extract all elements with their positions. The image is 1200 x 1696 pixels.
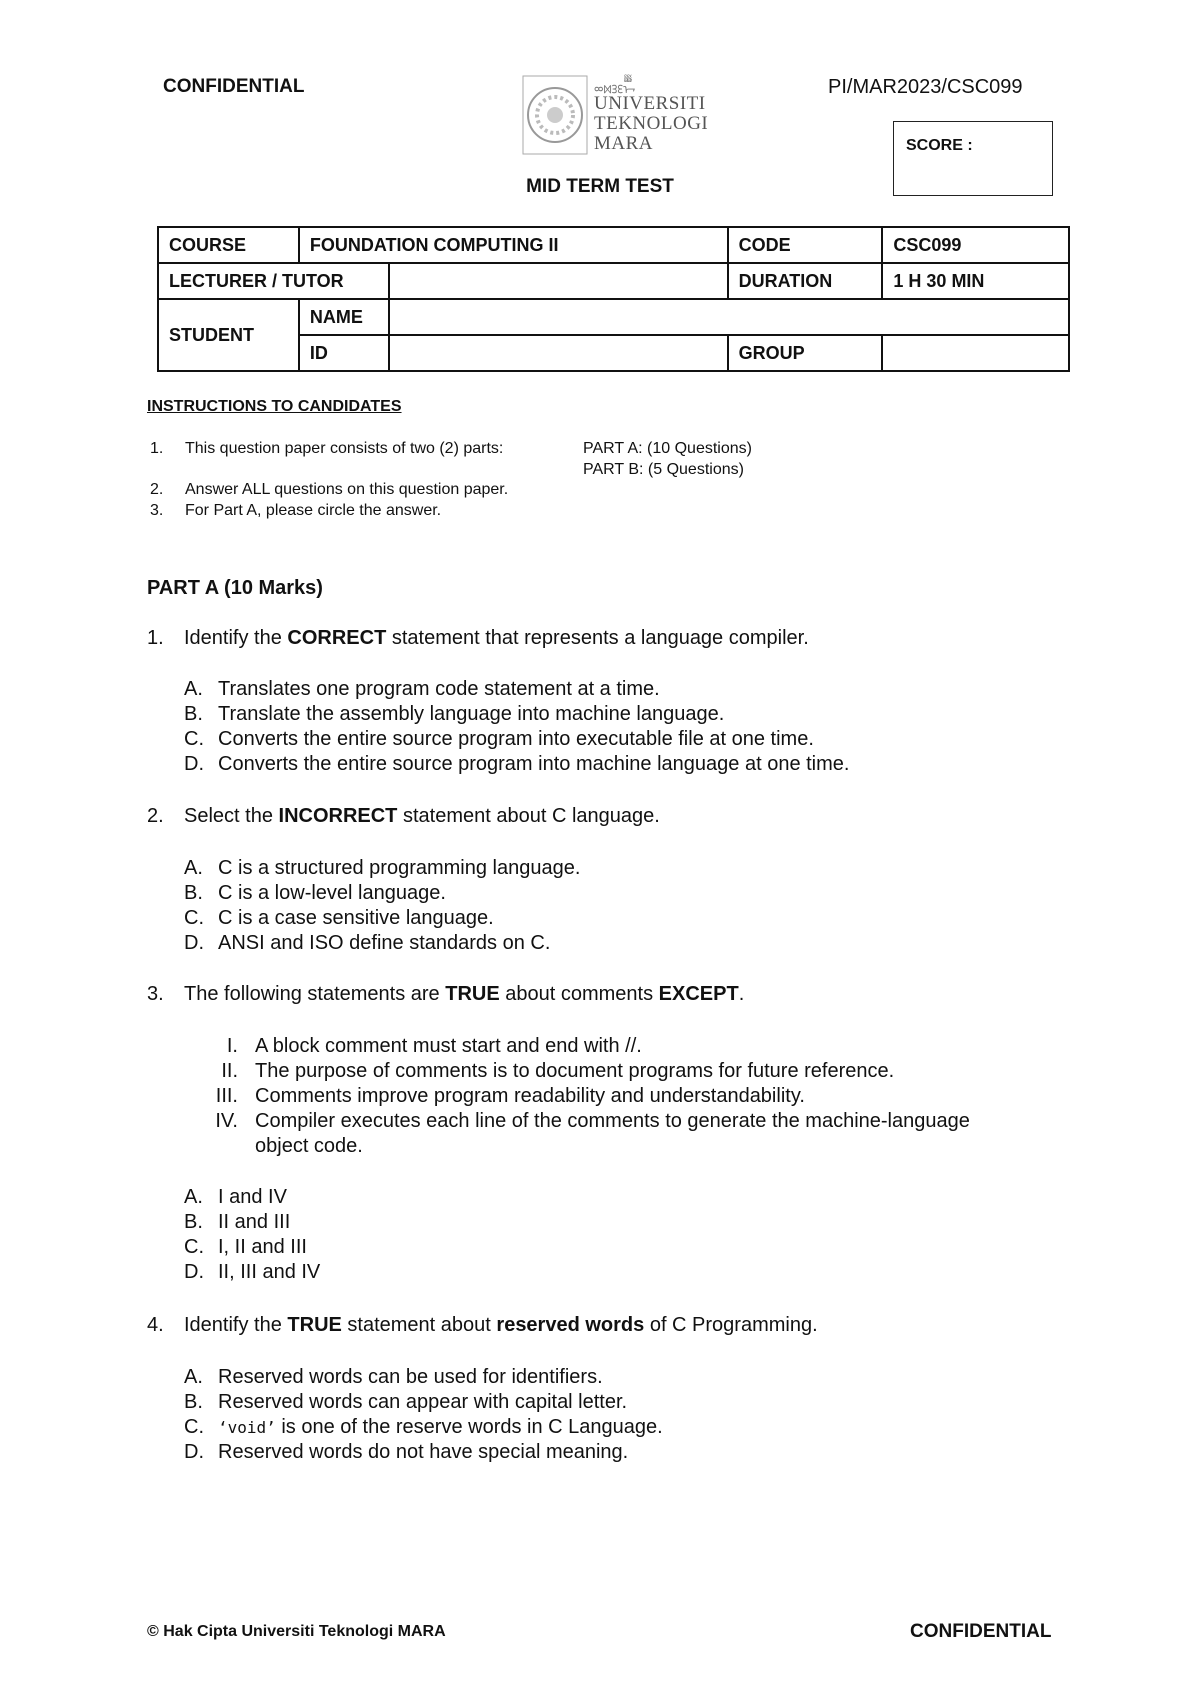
code-value: CSC099 <box>882 227 1069 263</box>
option-b[interactable] <box>184 882 446 905</box>
logo-line-1: UNIVERSITI <box>594 93 706 114</box>
question-number: 4. <box>147 1314 164 1336</box>
question-text: of C Programming. <box>644 1314 818 1336</box>
code-label: CODE <box>728 227 883 263</box>
option-letter: D. <box>184 753 204 775</box>
option-text: C is a structured programming language. <box>218 857 581 879</box>
id-field[interactable] <box>389 335 728 371</box>
option-letter: A. <box>184 857 203 879</box>
option-c[interactable] <box>184 1236 307 1259</box>
option-text: Translate the assembly language into machine language. <box>218 703 725 725</box>
part-b-count: PART B: (5 Questions) <box>583 461 744 478</box>
score-label: SCORE : <box>906 137 973 154</box>
question-text: statement about C language. <box>397 805 660 827</box>
table-row <box>158 263 1069 299</box>
statement-continuation: object code. <box>255 1135 363 1157</box>
question-text: Identify the <box>184 1314 288 1336</box>
question-emphasis: EXCEPT <box>658 983 739 1005</box>
option-text: I, II and III <box>218 1236 307 1258</box>
course-value: FOUNDATION COMPUTING II <box>299 227 728 263</box>
option-letter: C. <box>184 1416 204 1438</box>
footer-copyright: © Hak Cipta Universiti Teknologi MARA <box>147 1623 446 1640</box>
instruction-number: 3. <box>150 502 164 519</box>
option-text: C is a case sensitive language. <box>218 907 494 929</box>
roman-numeral: IV. <box>215 1110 238 1132</box>
group-field[interactable] <box>882 335 1069 371</box>
option-a[interactable] <box>184 857 580 880</box>
option-text: C is a low-level language. <box>218 882 446 904</box>
test-title: MID TERM TEST <box>526 176 674 197</box>
option-letter: D. <box>184 1441 204 1463</box>
logo-line-2: TEKNOLOGI <box>594 113 709 134</box>
option-text: II and III <box>218 1211 291 1233</box>
roman-statement <box>178 1035 642 1058</box>
course-label: COURSE <box>158 227 299 263</box>
duration-value: 1 H 30 MIN <box>882 263 1069 299</box>
question-emphasis: TRUE <box>287 1314 342 1336</box>
question-text: statement that represents a language compiler. <box>386 627 809 649</box>
option-text: Reserved words can appear with capital letter. <box>218 1391 628 1413</box>
option-text: Translates one program code statement at a time. <box>218 678 660 700</box>
instruction-number: 1. <box>150 440 164 457</box>
option-a[interactable] <box>184 1366 603 1389</box>
option-letter: B. <box>184 882 203 904</box>
option-c[interactable] <box>184 728 814 751</box>
option-text: is one of the reserve words in C Language. <box>275 1416 663 1438</box>
statement-text: A block comment must start and end with //. <box>255 1035 642 1057</box>
option-text: I and IV <box>218 1186 287 1208</box>
instruction-text: This question paper consists of two (2) parts: <box>185 440 504 457</box>
option-text: Converts the entire source program into executable file at one time. <box>218 728 814 750</box>
roman-statement <box>178 1060 894 1083</box>
logo-jawi-text: ᢁᢂᢃᢄᢅᢆᢇ <box>594 83 636 97</box>
option-text: ANSI and ISO define standards on C. <box>218 932 551 954</box>
option-text: Reserved words can be used for identifiers. <box>218 1366 603 1388</box>
logo-line-3: MARA <box>594 133 654 154</box>
course-info-table <box>157 226 1070 372</box>
option-b[interactable] <box>184 703 724 726</box>
option-d[interactable] <box>184 1261 320 1284</box>
roman-numeral: I. <box>226 1035 238 1057</box>
question-emphasis: CORRECT <box>287 627 387 649</box>
option-b[interactable] <box>184 1391 627 1414</box>
part-a-count: PART A: (10 Questions) <box>583 440 752 457</box>
question-text: Select the <box>184 805 279 827</box>
instruction-text: Answer ALL questions on this question paper. <box>185 481 509 498</box>
option-c[interactable] <box>184 1416 663 1439</box>
option-text: Converts the entire source program into machine language at one time. <box>218 753 850 775</box>
option-letter: C. <box>184 728 204 750</box>
document-code: PI/MAR2023/CSC099 <box>828 76 1023 98</box>
question-number: 2. <box>147 805 164 827</box>
question-text: about comments <box>499 983 659 1005</box>
id-label: ID <box>299 335 389 371</box>
option-letter: D. <box>184 1261 204 1283</box>
roman-numeral: III. <box>215 1085 238 1107</box>
roman-statement <box>178 1085 805 1108</box>
option-d[interactable] <box>184 753 849 776</box>
question-number: 3. <box>147 983 164 1005</box>
statement-text: Comments improve program readability and understandability. <box>255 1085 805 1107</box>
option-letter: B. <box>184 1391 203 1413</box>
question-text: . <box>738 983 745 1005</box>
name-field[interactable] <box>389 299 1069 335</box>
lecturer-label: LECTURER / TUTOR <box>158 263 389 299</box>
instruction-item <box>150 481 508 499</box>
option-b[interactable] <box>184 1211 290 1234</box>
option-letter: D. <box>184 932 204 954</box>
instruction-item <box>150 502 441 520</box>
question-3 <box>147 983 744 1006</box>
statement-text: Compiler executes each line of the comments to generate the machine-language <box>255 1110 970 1132</box>
instruction-number: 2. <box>150 481 164 498</box>
instruction-item <box>150 440 503 458</box>
table-row <box>158 227 1069 263</box>
question-emphasis: INCORRECT <box>278 805 398 827</box>
part-a-title: PART A (10 Marks) <box>147 577 323 599</box>
group-label: GROUP <box>728 335 883 371</box>
name-label: NAME <box>299 299 389 335</box>
question-text: statement about <box>341 1314 497 1336</box>
question-number: 1. <box>147 627 164 649</box>
roman-statement <box>178 1110 970 1133</box>
code-keyword: ‘void’ <box>218 1418 276 1437</box>
option-letter: C. <box>184 1236 204 1258</box>
table-row <box>158 299 1069 335</box>
question-text: The following statements are <box>184 983 446 1005</box>
instructions-title: INSTRUCTIONS TO CANDIDATES <box>147 398 402 415</box>
option-letter: A. <box>184 678 203 700</box>
option-a[interactable] <box>184 1186 287 1209</box>
option-letter: B. <box>184 703 203 725</box>
option-a[interactable] <box>184 678 660 701</box>
header-confidential: CONFIDENTIAL <box>163 76 305 97</box>
question-1 <box>147 627 809 650</box>
lecturer-field[interactable] <box>389 263 728 299</box>
instruction-text: For Part A, please circle the answer. <box>185 502 442 519</box>
option-d[interactable] <box>184 1441 628 1464</box>
option-letter: C. <box>184 907 204 929</box>
duration-label: DURATION <box>728 263 883 299</box>
student-label: STUDENT <box>158 299 299 371</box>
option-letter: A. <box>184 1366 203 1388</box>
question-emphasis: TRUE <box>445 983 500 1005</box>
option-letter: B. <box>184 1211 203 1233</box>
question-text: Identify the <box>184 627 288 649</box>
option-text: II, III and IV <box>218 1261 321 1283</box>
question-2 <box>147 805 660 828</box>
option-letter: A. <box>184 1186 203 1208</box>
question-emphasis: reserved words <box>496 1314 645 1336</box>
option-c[interactable] <box>184 907 494 930</box>
option-text: Reserved words do not have special meaning. <box>218 1441 629 1463</box>
question-4 <box>147 1314 818 1337</box>
statement-text: The purpose of comments is to document programs for future reference. <box>255 1060 895 1082</box>
roman-numeral: II. <box>221 1060 238 1082</box>
footer-confidential: CONFIDENTIAL <box>910 1621 1052 1642</box>
option-d[interactable] <box>184 932 550 955</box>
logo-text <box>594 94 708 154</box>
